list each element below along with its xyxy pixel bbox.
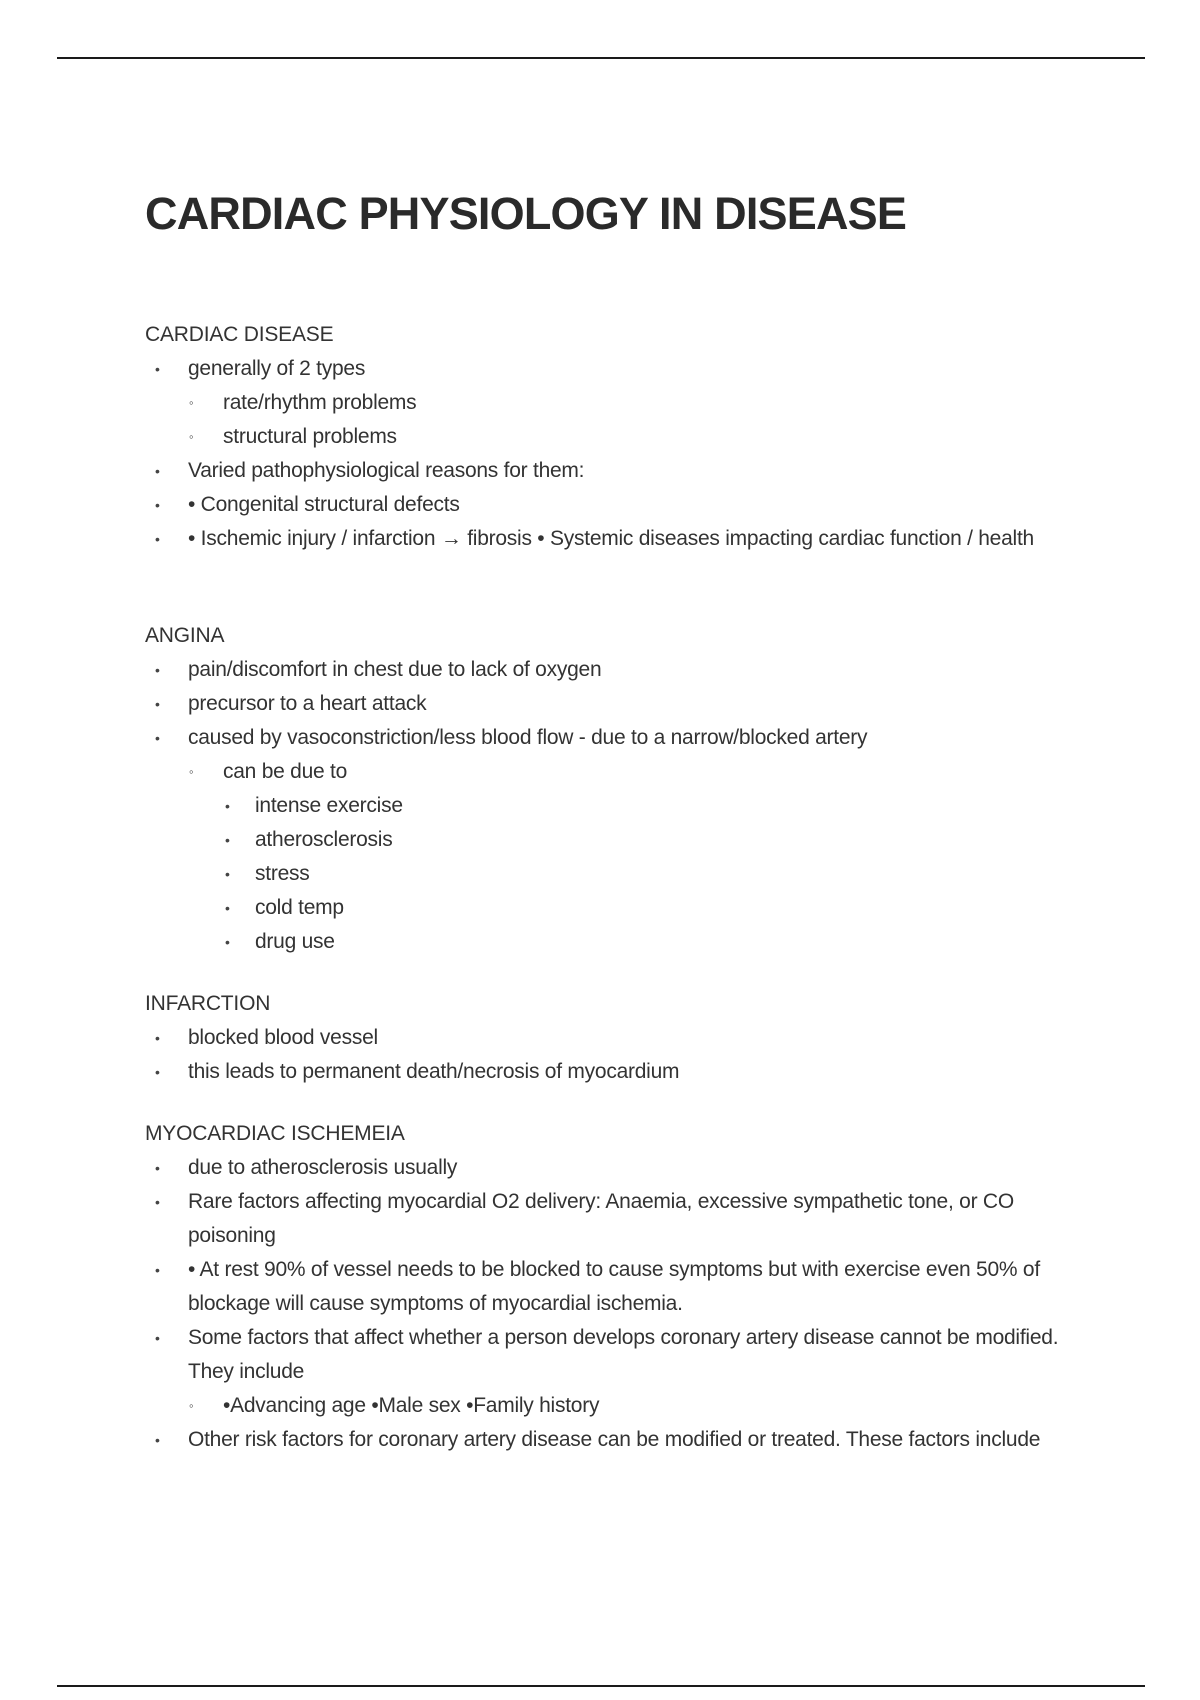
section-infarction — [145, 987, 1095, 1089]
sub-list-item-text: •Advancing age •Male sex •Family history — [223, 1394, 600, 1417]
hollow-bullet-icon: ◦ — [189, 764, 194, 779]
list-item — [145, 352, 1095, 454]
sub-bullet-list — [188, 1389, 1095, 1423]
list-item-text: blocked blood vessel — [188, 1026, 378, 1049]
sub-sub-list-item-text: cold temp — [255, 896, 344, 919]
bullet-icon: • — [155, 1160, 160, 1176]
bullet-icon: • — [155, 730, 160, 746]
section-heading: INFARCTION — [145, 992, 271, 1015]
bullet-icon: • — [155, 361, 160, 377]
section-cardiac-disease — [145, 318, 1095, 556]
list-item-text: • At rest 90% of vessel needs to be blocked to cause symptoms but with exercise even 50% of blockage will cause symptoms of myocardial ischemia. — [188, 1258, 1040, 1315]
bullet-icon: • — [155, 662, 160, 678]
bottom-rule — [57, 1685, 1145, 1687]
bullet-icon: • — [225, 832, 230, 848]
bullet-icon: • — [225, 934, 230, 950]
hollow-bullet-icon: ◦ — [189, 429, 194, 444]
page-title: CARDIAC PHYSIOLOGY IN DISEASE — [145, 188, 907, 239]
list-item — [145, 721, 1095, 959]
sub-list-item — [188, 755, 1095, 959]
bullet-icon: • — [155, 1030, 160, 1046]
sub-list-item-text: can be due to — [223, 760, 348, 783]
hollow-bullet-icon: ◦ — [189, 1398, 194, 1413]
sub-sub-list-item — [223, 789, 1095, 823]
sub-bullet-list — [188, 386, 1095, 454]
bullet-icon: • — [225, 900, 230, 916]
bullet-icon: • — [155, 696, 160, 712]
bullet-icon: • — [155, 497, 160, 513]
top-rule — [57, 57, 1145, 59]
section-myocardiac-ischemeia — [145, 1117, 1095, 1457]
list-item-text: due to atherosclerosis usually — [188, 1156, 458, 1179]
list-item-text: precursor to a heart attack — [188, 692, 427, 715]
sub-sub-list-item-text: atherosclerosis — [255, 828, 393, 851]
bullet-icon: • — [155, 1194, 160, 1210]
list-item — [145, 488, 1095, 522]
list-item — [145, 1021, 1095, 1055]
sub-sub-list-item — [223, 891, 1095, 925]
list-item — [145, 1321, 1095, 1423]
bullet-list — [145, 1151, 1095, 1457]
list-item-text: • Ischemic injury / infarction → fibrosis • Systemic diseases impacting cardiac function / health — [188, 527, 1034, 550]
sub-sub-list-item-text: drug use — [255, 930, 335, 953]
list-item — [145, 1055, 1095, 1089]
bullet-list — [145, 352, 1095, 556]
sub-bullet-list — [188, 755, 1095, 959]
list-item-text: this leads to permanent death/necrosis of myocardium — [188, 1060, 680, 1083]
list-item — [145, 1185, 1095, 1253]
section-heading: CARDIAC DISEASE — [145, 323, 334, 346]
section-spacer — [145, 959, 1095, 987]
list-item-text: caused by vasoconstriction/less blood flow - due to a narrow/blocked artery — [188, 726, 868, 749]
list-item-text: pain/discomfort in chest due to lack of oxygen — [188, 658, 602, 681]
bullet-icon: • — [155, 1064, 160, 1080]
section-heading: MYOCARDIAC ISCHEMEIA — [145, 1122, 405, 1145]
sub-sub-list-item — [223, 823, 1095, 857]
sub-list-item — [188, 420, 1095, 454]
sub-sub-bullet-list — [223, 789, 1095, 959]
list-item-text: generally of 2 types — [188, 357, 366, 380]
bullet-list — [145, 653, 1095, 959]
bullet-icon: • — [155, 463, 160, 479]
list-item — [145, 687, 1095, 721]
list-item-text: Rare factors affecting myocardial O2 delivery: Anaemia, excessive sympathetic tone, or CO poisoning — [188, 1190, 1014, 1247]
bullet-icon: • — [155, 1432, 160, 1448]
sub-list-item — [188, 386, 1095, 420]
sub-list-item-text: rate/rhythm problems — [223, 391, 417, 414]
sub-sub-list-item — [223, 925, 1095, 959]
sub-list-item — [188, 1389, 1095, 1423]
list-item — [145, 1423, 1095, 1457]
list-item-text: • Congenital structural defects — [188, 493, 460, 516]
sub-list-item-text: structural problems — [223, 425, 397, 448]
section-heading: ANGINA — [145, 624, 225, 647]
section-angina — [145, 619, 1095, 959]
list-item — [145, 522, 1095, 556]
section-spacer — [145, 556, 1095, 619]
bullet-icon: • — [155, 531, 160, 547]
document-body — [145, 318, 1095, 1457]
bullet-icon: • — [225, 798, 230, 814]
list-item-text: Varied pathophysiological reasons for them: — [188, 459, 585, 482]
bullet-icon: • — [155, 1330, 160, 1346]
bullet-list — [145, 1021, 1095, 1089]
list-item — [145, 454, 1095, 488]
list-item-text: Other risk factors for coronary artery disease can be modified or treated. These factors include — [188, 1428, 1041, 1451]
sub-sub-list-item — [223, 857, 1095, 891]
list-item — [145, 653, 1095, 687]
bullet-icon: • — [225, 866, 230, 882]
sub-sub-list-item-text: intense exercise — [255, 794, 403, 817]
list-item — [145, 1253, 1095, 1321]
section-spacer — [145, 1089, 1095, 1117]
list-item — [145, 1151, 1095, 1185]
list-item-text: Some factors that affect whether a person develops coronary artery disease cannot be modified. They include — [188, 1326, 1059, 1383]
bullet-icon: • — [155, 1262, 160, 1278]
hollow-bullet-icon: ◦ — [189, 395, 194, 410]
sub-sub-list-item-text: stress — [255, 862, 310, 885]
